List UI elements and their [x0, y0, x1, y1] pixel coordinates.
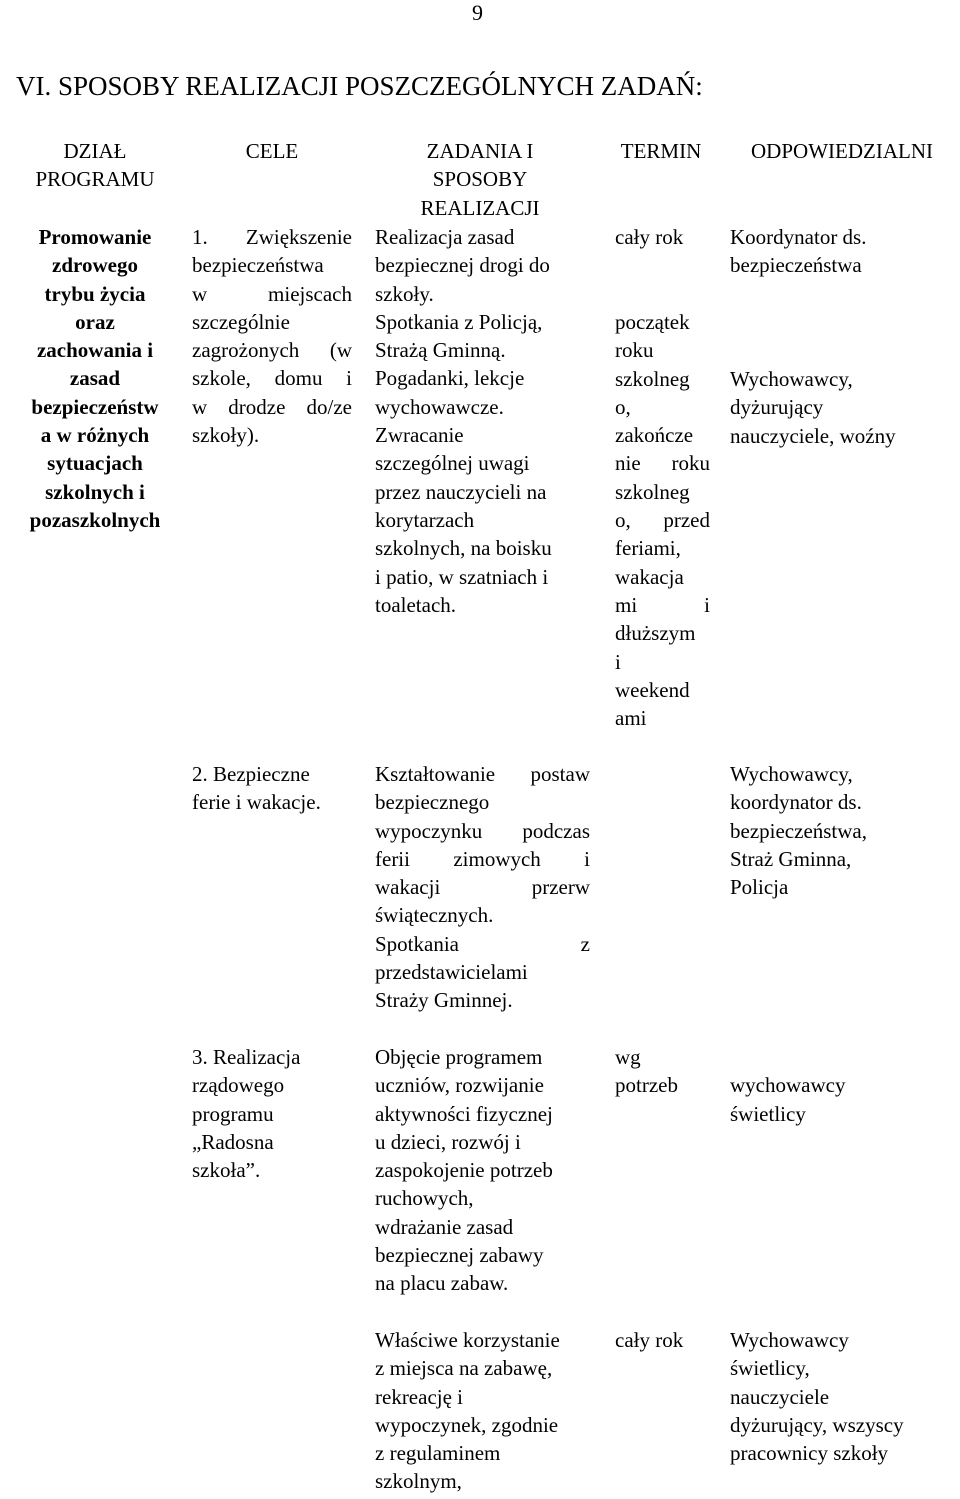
cell-line: wakacja — [615, 564, 684, 589]
cell-line: Promowanie — [38, 225, 152, 249]
cell-line: Wychowawcy, — [730, 367, 853, 391]
row3-zadania — [375, 1043, 590, 1298]
cell-line: mi i — [615, 592, 710, 617]
cell-line: Właściwe korzystanie — [375, 1328, 560, 1352]
cell-line: trybu życia — [44, 281, 146, 306]
cell-line: sytuacjach — [47, 451, 143, 476]
cell-line: przedstawicielami — [375, 960, 528, 985]
dzial-programu-cell — [16, 223, 174, 534]
cell-line: bezpiecznego — [375, 790, 490, 815]
cell-line: cały rok — [615, 1328, 684, 1352]
cell-line: szkolneg — [615, 366, 690, 391]
cell-line: bezpieczeństw — [31, 394, 159, 419]
cell-line: korytarzach — [375, 507, 475, 532]
row1-termin-b — [615, 308, 710, 732]
cell-line: szkolnym, — [375, 1469, 462, 1494]
cell-line: roku — [615, 338, 654, 363]
cell-line: dyżurujący — [730, 395, 824, 420]
cell-line: zdrowego — [52, 253, 138, 278]
row3-termin — [615, 1043, 710, 1100]
row1-cel — [192, 223, 352, 449]
cell-line: koordynator ds. — [730, 790, 862, 815]
row1-odp-a — [730, 223, 955, 280]
cell-line: Straży Gminnej. — [375, 988, 513, 1013]
cell-line: Realizacja zasad — [375, 225, 515, 249]
cell-line: wakacji przerw — [375, 875, 590, 900]
cell-line: programu — [192, 1101, 274, 1126]
cell-line: REALIZACJI — [420, 195, 540, 220]
cell-line: Koordynator ds. — [730, 225, 867, 249]
cell-line: Wychowawcy, — [730, 762, 853, 786]
row3-odp — [730, 1043, 955, 1128]
cell-line: feriami, — [615, 536, 681, 561]
cell-line: ferii zimowych i — [375, 846, 590, 871]
header-dzial-programu — [16, 137, 174, 194]
cell-line: oraz — [75, 309, 115, 334]
row4-zadania — [375, 1326, 590, 1496]
cell-line: toaletach. — [375, 592, 457, 617]
cell-line: wychowawcy — [730, 1073, 846, 1098]
cell-line: nauczyciele — [730, 1384, 830, 1409]
cell-line: rekreację i — [375, 1384, 464, 1409]
page-number: 9 — [472, 0, 483, 25]
cell-line: bezpieczeństwa, — [730, 818, 868, 843]
cell-line: 1. Zwiększenie — [192, 225, 352, 249]
cell-line — [730, 1043, 955, 1071]
cell-line: Policja — [730, 875, 789, 900]
cell-line: w drodze do/ze — [192, 394, 352, 419]
cell-line: o, przed — [615, 508, 710, 533]
cell-line: Spotkania z Policją, — [375, 309, 543, 334]
cell-line: „Radosna — [192, 1129, 274, 1154]
section-heading: VI. SPOSOBY REALIZACJI POSZCZEGÓLNYCH ZADAŃ: — [16, 71, 703, 101]
cell-line: Straż Gminna, — [730, 846, 852, 871]
cell-line: szkole, domu i — [192, 366, 352, 391]
cell-line: Objęcie programem — [375, 1045, 543, 1069]
cell-line: szczególnie — [192, 309, 290, 334]
cell-line: Spotkania z — [375, 931, 590, 956]
cell-line: bezpieczeństwa — [730, 253, 862, 278]
row2-zadania — [375, 760, 590, 1015]
cell-line: nauczyciele, woźny — [730, 423, 896, 448]
cell-line: SPOSOBY — [432, 167, 528, 192]
cell-line: szkoła”. — [192, 1158, 261, 1183]
cell-line: początek — [615, 310, 690, 334]
row3-cel — [192, 1043, 352, 1184]
cell-line: uczniów, rozwijanie — [375, 1073, 544, 1098]
cell-line: i — [615, 649, 621, 674]
cell-line: świetlicy — [730, 1101, 806, 1126]
cell-line: przez nauczycieli na — [375, 479, 547, 504]
cell-line: szkoły). — [192, 423, 260, 448]
row2-cel — [192, 760, 352, 817]
row1-termin-a — [615, 223, 710, 251]
cell-line: ruchowych, — [375, 1186, 474, 1211]
cell-line: zagrożonych (w — [192, 338, 352, 363]
cell-line: Wychowawcy — [730, 1328, 849, 1352]
cell-line: zasad — [69, 366, 121, 391]
cell-line: wdrażanie zasad — [375, 1214, 514, 1239]
cell-line: z regulaminem — [375, 1441, 501, 1466]
cell-line: Kształtowanie postaw — [375, 762, 590, 786]
header-odpowiedzialni: ODPOWIEDZIALNI — [751, 139, 933, 163]
cell-line: szkolnych i — [45, 479, 145, 504]
cell-line: pozaszkolnych — [29, 507, 161, 532]
row1-odp-b — [730, 365, 955, 450]
cell-line: dłuższym — [615, 621, 696, 646]
cell-line: Zwracanie — [375, 423, 464, 448]
cell-line: w miejscach — [192, 281, 352, 306]
cell-line: 3. Realizacja — [192, 1045, 301, 1069]
cell-line: rządowego — [192, 1073, 285, 1098]
cell-line: 2. Bezpieczne — [192, 762, 310, 786]
cell-line: szkoły. — [375, 281, 434, 306]
cell-line: zachowania i — [36, 338, 154, 363]
cell-line: pracownicy szkoły — [730, 1441, 889, 1466]
cell-line: zaspokojenie potrzeb — [375, 1158, 553, 1183]
cell-line: weekend — [615, 677, 690, 702]
cell-line: potrzeb — [615, 1073, 678, 1098]
cell-line: bezpieczeństwa — [192, 253, 324, 278]
cell-line: dyżurujący, wszyscy — [730, 1412, 904, 1437]
header-cele: CELE — [245, 139, 299, 163]
cell-line: u dzieci, rozwój i — [375, 1129, 521, 1154]
cell-line: świetlicy, — [730, 1356, 810, 1381]
cell-line: zakończe — [615, 423, 694, 448]
cell-line: DZIAŁ — [63, 139, 127, 163]
cell-line: PROGRAMU — [35, 167, 155, 192]
row4-odp — [730, 1326, 955, 1467]
cell-line: na placu zabaw. — [375, 1271, 509, 1296]
row4-termin — [615, 1326, 710, 1354]
cell-line: aktywności fizycznej — [375, 1101, 553, 1126]
row2-odp — [730, 760, 955, 901]
cell-line: bezpiecznej zabawy — [375, 1243, 544, 1268]
cell-line: bezpiecznej drogi do — [375, 253, 550, 278]
cell-line: ZADANIA I — [426, 139, 534, 163]
cell-line: wg — [615, 1045, 641, 1069]
cell-line: i patio, w szatniach i — [375, 564, 549, 589]
cell-line: wypoczynek, zgodnie — [375, 1412, 559, 1437]
cell-line: z miejsca na zabawę, — [375, 1356, 553, 1381]
cell-line: ami — [615, 706, 647, 731]
cell-line: szkolneg — [615, 479, 690, 504]
cell-line: wychowawcze. — [375, 394, 504, 419]
cell-line: Pogadanki, lekcje — [375, 366, 525, 391]
cell-line: szczególnej uwagi — [375, 451, 530, 476]
cell-line: Strażą Gminną. — [375, 338, 506, 363]
header-termin: TERMIN — [620, 139, 702, 163]
cell-line: szkolnych, na boisku — [375, 536, 552, 561]
cell-line: ferie i wakacje. — [192, 790, 321, 815]
header-zadania — [370, 137, 590, 222]
cell-line: o, — [615, 394, 631, 419]
cell-line: świątecznych. — [375, 903, 494, 928]
cell-line: wypoczynku podczas — [375, 818, 590, 843]
cell-line: a w różnych — [40, 423, 150, 448]
cell-line: cały rok — [615, 225, 684, 249]
cell-line: nie roku — [615, 451, 710, 476]
row1-zadania — [375, 223, 590, 619]
